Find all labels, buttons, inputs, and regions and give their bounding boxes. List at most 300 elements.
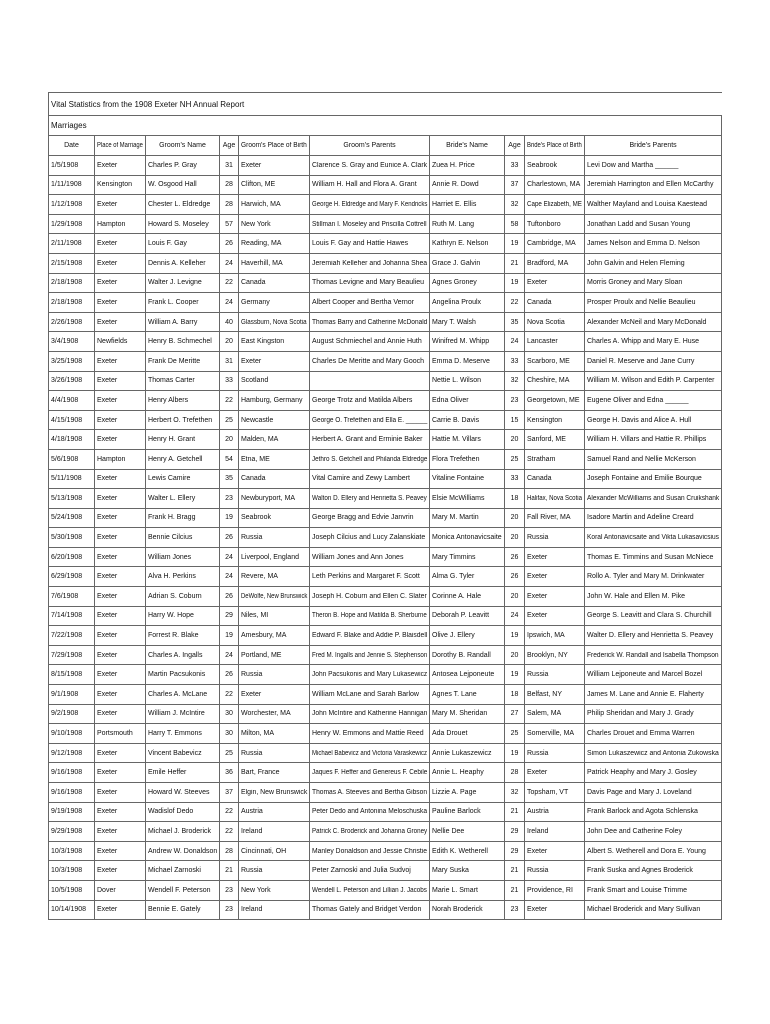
bride-parents-cell: Daniel R. Meserve and Jane Curry bbox=[585, 351, 722, 371]
bride-parents-cell: George H. Davis and Alice A. Hull bbox=[585, 410, 722, 430]
groom-age-cell: 28 bbox=[220, 841, 239, 861]
groom-name-cell: Frank H. Bragg bbox=[146, 508, 220, 528]
groom-parents-cell: August Schmiechel and Annie Huth bbox=[310, 332, 430, 352]
bride-name-cell: Harriet E. Ellis bbox=[430, 195, 505, 215]
date-cell: 9/16/1908 bbox=[49, 783, 95, 803]
groom-parents-cell: Edward F. Blake and Addie P. Blaisdell bbox=[310, 626, 430, 646]
bride-parents-cell: Jeremiah Harrington and Ellen McCarthy bbox=[585, 175, 722, 195]
table-row bbox=[49, 822, 722, 842]
bride-name-cell: Zuea H. Price bbox=[430, 156, 505, 176]
bride-birthplace-cell: Russia bbox=[525, 665, 585, 685]
table-row bbox=[49, 528, 722, 548]
bride-birthplace-cell: Russia bbox=[525, 528, 585, 548]
bride-birthplace-cell: Cheshire, MA bbox=[525, 371, 585, 391]
bride-age-cell: 35 bbox=[505, 312, 525, 332]
groom-birthplace-cell: Russia bbox=[239, 528, 310, 548]
place-cell: Hampton bbox=[95, 214, 146, 234]
bride-name-cell: Ada Drouet bbox=[430, 724, 505, 744]
bride-age-cell: 21 bbox=[505, 861, 525, 881]
place-cell: Exeter bbox=[95, 410, 146, 430]
header-row bbox=[49, 136, 722, 156]
column-header: Date bbox=[49, 136, 95, 156]
bride-parents-cell: John Dee and Catherine Foley bbox=[585, 822, 722, 842]
bride-parents-cell: William H. Villars and Hattie R. Phillips bbox=[585, 430, 722, 450]
groom-name-cell: Michael J. Broderick bbox=[146, 822, 220, 842]
date-cell: 5/13/1908 bbox=[49, 489, 95, 509]
place-cell: Exeter bbox=[95, 567, 146, 587]
date-cell: 3/4/1908 bbox=[49, 332, 95, 352]
date-cell: 3/26/1908 bbox=[49, 371, 95, 391]
groom-birthplace-cell: Ireland bbox=[239, 822, 310, 842]
bride-birthplace-cell: Providence, RI bbox=[525, 880, 585, 900]
groom-birthplace-cell: Portland, ME bbox=[239, 645, 310, 665]
date-cell: 10/3/1908 bbox=[49, 861, 95, 881]
bride-parents-cell: Albert S. Wetherell and Dora E. Young bbox=[585, 841, 722, 861]
groom-age-cell: 25 bbox=[220, 410, 239, 430]
groom-name-cell: William J. McIntire bbox=[146, 704, 220, 724]
bride-parents-cell: Jonathan Ladd and Susan Young bbox=[585, 214, 722, 234]
bride-birthplace-cell: Sanford, ME bbox=[525, 430, 585, 450]
groom-name-cell: Vincent Babevicz bbox=[146, 743, 220, 763]
groom-birthplace-cell: Russia bbox=[239, 665, 310, 685]
groom-age-cell: 35 bbox=[220, 469, 239, 489]
bride-parents-cell: John W. Hale and Ellen M. Pike bbox=[585, 587, 722, 607]
groom-birthplace-cell: Canada bbox=[239, 273, 310, 293]
table-row bbox=[49, 841, 722, 861]
groom-name-cell: William Jones bbox=[146, 547, 220, 567]
table-row bbox=[49, 587, 722, 607]
spreadsheet bbox=[48, 92, 721, 920]
bride-age-cell: 23 bbox=[505, 900, 525, 920]
place-cell: Exeter bbox=[95, 606, 146, 626]
bride-birthplace-cell: Fall River, MA bbox=[525, 508, 585, 528]
bride-birthplace-cell: Cape Elizabeth, ME bbox=[525, 195, 585, 215]
groom-name-cell: Lewis Camire bbox=[146, 469, 220, 489]
groom-parents-cell: Walton D. Ellery and Henrietta S. Peavey bbox=[310, 489, 430, 509]
bride-name-cell: Angelina Proulx bbox=[430, 293, 505, 313]
groom-name-cell: Herbert O. Trefethen bbox=[146, 410, 220, 430]
bride-birthplace-cell: Belfast, NY bbox=[525, 685, 585, 705]
table-row bbox=[49, 273, 722, 293]
groom-parents-cell: Thomas Gately and Bridget Verdon bbox=[310, 900, 430, 920]
table-row bbox=[49, 293, 722, 313]
bride-parents-cell: Walther Mayland and Louisa Kaestead bbox=[585, 195, 722, 215]
bride-birthplace-cell: Russia bbox=[525, 861, 585, 881]
groom-birthplace-cell: Exeter bbox=[239, 351, 310, 371]
date-cell: 2/26/1908 bbox=[49, 312, 95, 332]
bride-birthplace-cell: Stratham bbox=[525, 449, 585, 469]
groom-birthplace-cell: Haverhill, MA bbox=[239, 253, 310, 273]
bride-parents-cell: Charles Drouet and Emma Warren bbox=[585, 724, 722, 744]
bride-age-cell: 19 bbox=[505, 626, 525, 646]
groom-parents-cell: Joseph H. Coburn and Ellen C. Slater bbox=[310, 587, 430, 607]
date-cell: 7/6/1908 bbox=[49, 587, 95, 607]
place-cell: Exeter bbox=[95, 665, 146, 685]
groom-birthplace-cell: Russia bbox=[239, 861, 310, 881]
place-cell: Exeter bbox=[95, 351, 146, 371]
bride-age-cell: 25 bbox=[505, 449, 525, 469]
bride-parents-cell: Alexander McWilliams and Susan Cruikshank bbox=[585, 489, 722, 509]
bride-birthplace-cell: Salem, MA bbox=[525, 704, 585, 724]
bride-age-cell: 19 bbox=[505, 273, 525, 293]
section-row bbox=[49, 116, 722, 136]
groom-parents-cell: William McLane and Sarah Barlow bbox=[310, 685, 430, 705]
date-cell: 6/20/1908 bbox=[49, 547, 95, 567]
groom-age-cell: 40 bbox=[220, 312, 239, 332]
bride-age-cell: 19 bbox=[505, 234, 525, 254]
groom-name-cell: Charles A. McLane bbox=[146, 685, 220, 705]
groom-parents-cell: John McIntire and Katherine Hannigan bbox=[310, 704, 430, 724]
bride-birthplace-cell: Somerville, MA bbox=[525, 724, 585, 744]
groom-age-cell: 21 bbox=[220, 861, 239, 881]
groom-age-cell: 20 bbox=[220, 332, 239, 352]
groom-parents-cell: Jethro S. Getchell and Philanda Eldredge bbox=[310, 449, 430, 469]
groom-name-cell: Charles P. Gray bbox=[146, 156, 220, 176]
place-cell: Hampton bbox=[95, 449, 146, 469]
bride-name-cell: Mary Suska bbox=[430, 861, 505, 881]
bride-parents-cell: Levi Dow and Martha ______ bbox=[585, 156, 722, 176]
groom-birthplace-cell: Worchester, MA bbox=[239, 704, 310, 724]
groom-birthplace-cell: Milton, MA bbox=[239, 724, 310, 744]
place-cell: Exeter bbox=[95, 528, 146, 548]
table-row bbox=[49, 195, 722, 215]
place-cell: Exeter bbox=[95, 547, 146, 567]
bride-age-cell: 18 bbox=[505, 685, 525, 705]
bride-name-cell: Antosea Lejponeute bbox=[430, 665, 505, 685]
place-cell: Exeter bbox=[95, 763, 146, 783]
groom-birthplace-cell: Amesbury, MA bbox=[239, 626, 310, 646]
bride-name-cell: Corinne A. Hale bbox=[430, 587, 505, 607]
groom-birthplace-cell: Exeter bbox=[239, 156, 310, 176]
bride-age-cell: 18 bbox=[505, 489, 525, 509]
bride-parents-cell: James Nelson and Emma D. Nelson bbox=[585, 234, 722, 254]
table-row bbox=[49, 704, 722, 724]
table-row bbox=[49, 783, 722, 803]
groom-name-cell: Bennie Cilcius bbox=[146, 528, 220, 548]
groom-name-cell: Forrest R. Blake bbox=[146, 626, 220, 646]
bride-age-cell: 20 bbox=[505, 430, 525, 450]
bride-parents-cell: Davis Page and Mary J. Loveland bbox=[585, 783, 722, 803]
groom-age-cell: 23 bbox=[220, 489, 239, 509]
groom-parents-cell: George H. Eldredge and Mary F. Kendricks bbox=[310, 195, 430, 215]
groom-parents-cell: Peter Dedo and Antonina Meloschuska bbox=[310, 802, 430, 822]
bride-parents-cell: Morris Groney and Mary Sloan bbox=[585, 273, 722, 293]
sheet-title: Vital Statistics from the 1908 Exeter NH Annual Report bbox=[49, 93, 722, 116]
bride-birthplace-cell: Tuftonboro bbox=[525, 214, 585, 234]
groom-parents-cell: Albert Cooper and Bertha Vernor bbox=[310, 293, 430, 313]
groom-birthplace-cell: Hamburg, Germany bbox=[239, 391, 310, 411]
place-cell: Portsmouth bbox=[95, 724, 146, 744]
bride-age-cell: 33 bbox=[505, 469, 525, 489]
date-cell: 10/5/1908 bbox=[49, 880, 95, 900]
groom-name-cell: Louis F. Gay bbox=[146, 234, 220, 254]
table-row bbox=[49, 469, 722, 489]
date-cell: 10/3/1908 bbox=[49, 841, 95, 861]
bride-age-cell: 19 bbox=[505, 743, 525, 763]
groom-birthplace-cell: DeWolfe, New Brunswick bbox=[239, 587, 310, 607]
groom-parents-cell bbox=[310, 371, 430, 391]
bride-age-cell: 24 bbox=[505, 332, 525, 352]
table-row bbox=[49, 743, 722, 763]
groom-age-cell: 57 bbox=[220, 214, 239, 234]
date-cell: 1/29/1908 bbox=[49, 214, 95, 234]
groom-parents-cell: Peter Zarnoski and Julia Sudvoj bbox=[310, 861, 430, 881]
bride-birthplace-cell: Austria bbox=[525, 802, 585, 822]
bride-name-cell: Emma D. Meserve bbox=[430, 351, 505, 371]
bride-age-cell: 29 bbox=[505, 841, 525, 861]
groom-age-cell: 23 bbox=[220, 900, 239, 920]
groom-birthplace-cell: Harwich, MA bbox=[239, 195, 310, 215]
bride-age-cell: 26 bbox=[505, 547, 525, 567]
bride-birthplace-cell: Topsham, VT bbox=[525, 783, 585, 803]
groom-parents-cell: Thomas Levigne and Mary Beaulieu bbox=[310, 273, 430, 293]
groom-parents-cell: Michael Babevicz and Victoria Varaskewicz bbox=[310, 743, 430, 763]
place-cell: Exeter bbox=[95, 489, 146, 509]
title-row bbox=[49, 93, 722, 116]
place-cell: Exeter bbox=[95, 626, 146, 646]
groom-birthplace-cell: Bart, France bbox=[239, 763, 310, 783]
groom-age-cell: 28 bbox=[220, 175, 239, 195]
bride-age-cell: 32 bbox=[505, 783, 525, 803]
bride-name-cell: Deborah P. Leavitt bbox=[430, 606, 505, 626]
groom-parents-cell: Wendell L. Peterson and Lillian J. Jacobs bbox=[310, 880, 430, 900]
place-cell: Exeter bbox=[95, 273, 146, 293]
groom-parents-cell: Patrick C. Broderick and Johanna Groney bbox=[310, 822, 430, 842]
bride-parents-cell: George S. Leavitt and Clara S. Churchill bbox=[585, 606, 722, 626]
place-cell: Exeter bbox=[95, 861, 146, 881]
table-row bbox=[49, 606, 722, 626]
table-row bbox=[49, 567, 722, 587]
table-row bbox=[49, 880, 722, 900]
place-cell: Exeter bbox=[95, 293, 146, 313]
date-cell: 9/19/1908 bbox=[49, 802, 95, 822]
groom-parents-cell: Herbert A. Grant and Erminie Baker bbox=[310, 430, 430, 450]
bride-birthplace-cell: Bradford, MA bbox=[525, 253, 585, 273]
bride-parents-cell: Samuel Rand and Nellie McKerson bbox=[585, 449, 722, 469]
groom-name-cell: Walter J. Levigne bbox=[146, 273, 220, 293]
groom-age-cell: 19 bbox=[220, 626, 239, 646]
groom-parents-cell: John Pacsukonis and Mary Lukasewicz bbox=[310, 665, 430, 685]
bride-parents-cell: Frederick W. Randall and Isabella Thompson bbox=[585, 645, 722, 665]
place-cell: Exeter bbox=[95, 822, 146, 842]
bride-birthplace-cell: Cambridge, MA bbox=[525, 234, 585, 254]
place-cell: Exeter bbox=[95, 508, 146, 528]
table-row bbox=[49, 685, 722, 705]
bride-name-cell: Alma G. Tyler bbox=[430, 567, 505, 587]
bride-parents-cell: Thomas E. Timmins and Susan McNiece bbox=[585, 547, 722, 567]
bride-parents-cell: Charles A. Whipp and Mary E. Huse bbox=[585, 332, 722, 352]
bride-birthplace-cell: Russia bbox=[525, 743, 585, 763]
groom-name-cell: Walter L. Ellery bbox=[146, 489, 220, 509]
section-label: Marriages bbox=[49, 116, 722, 136]
groom-birthplace-cell: Revere, MA bbox=[239, 567, 310, 587]
date-cell: 2/11/1908 bbox=[49, 234, 95, 254]
groom-parents-cell: William Jones and Ann Jones bbox=[310, 547, 430, 567]
table-row bbox=[49, 861, 722, 881]
bride-name-cell: Annie Lukaszewicz bbox=[430, 743, 505, 763]
groom-birthplace-cell: Clifton, ME bbox=[239, 175, 310, 195]
date-cell: 4/15/1908 bbox=[49, 410, 95, 430]
bride-birthplace-cell: Exeter bbox=[525, 841, 585, 861]
table-row bbox=[49, 351, 722, 371]
bride-parents-cell: Eugene Oliver and Edna ______ bbox=[585, 391, 722, 411]
groom-age-cell: 28 bbox=[220, 195, 239, 215]
place-cell: Dover bbox=[95, 880, 146, 900]
bride-name-cell: Ruth M. Lang bbox=[430, 214, 505, 234]
date-cell: 10/14/1908 bbox=[49, 900, 95, 920]
groom-parents-cell: Louis F. Gay and Hattie Hawes bbox=[310, 234, 430, 254]
table-row bbox=[49, 156, 722, 176]
place-cell: Exeter bbox=[95, 195, 146, 215]
date-cell: 7/14/1908 bbox=[49, 606, 95, 626]
groom-age-cell: 24 bbox=[220, 547, 239, 567]
table-row bbox=[49, 802, 722, 822]
bride-birthplace-cell: Exeter bbox=[525, 606, 585, 626]
groom-name-cell: W. Osgood Hall bbox=[146, 175, 220, 195]
groom-birthplace-cell: Elgin, New Brunswick bbox=[239, 783, 310, 803]
groom-birthplace-cell: Liverpool, England bbox=[239, 547, 310, 567]
table-row bbox=[49, 665, 722, 685]
marriages-table bbox=[48, 92, 722, 920]
date-cell: 7/29/1908 bbox=[49, 645, 95, 665]
place-cell: Exeter bbox=[95, 704, 146, 724]
groom-birthplace-cell: Glassburn, Nova Scotia bbox=[239, 312, 310, 332]
groom-name-cell: Howard W. Steeves bbox=[146, 783, 220, 803]
groom-name-cell: Frank L. Cooper bbox=[146, 293, 220, 313]
bride-age-cell: 22 bbox=[505, 293, 525, 313]
table-row bbox=[49, 449, 722, 469]
place-cell: Exeter bbox=[95, 900, 146, 920]
bride-parents-cell: Joseph Fontaine and Emilie Bourque bbox=[585, 469, 722, 489]
table-row bbox=[49, 645, 722, 665]
groom-parents-cell: Joseph Cilcius and Lucy Zalanskiate bbox=[310, 528, 430, 548]
bride-age-cell: 37 bbox=[505, 175, 525, 195]
bride-birthplace-cell: Ireland bbox=[525, 822, 585, 842]
column-header: Bride's Name bbox=[430, 136, 505, 156]
groom-parents-cell: Vital Camire and Zewy Lambert bbox=[310, 469, 430, 489]
groom-age-cell: 29 bbox=[220, 606, 239, 626]
bride-birthplace-cell: Exeter bbox=[525, 900, 585, 920]
place-cell: Exeter bbox=[95, 841, 146, 861]
bride-name-cell: Carrie B. Davis bbox=[430, 410, 505, 430]
bride-name-cell: Olive J. Ellery bbox=[430, 626, 505, 646]
bride-age-cell: 26 bbox=[505, 567, 525, 587]
bride-name-cell: Annie R. Dowd bbox=[430, 175, 505, 195]
place-cell: Exeter bbox=[95, 234, 146, 254]
groom-age-cell: 30 bbox=[220, 724, 239, 744]
date-cell: 5/24/1908 bbox=[49, 508, 95, 528]
table-row bbox=[49, 253, 722, 273]
bride-age-cell: 19 bbox=[505, 665, 525, 685]
groom-age-cell: 26 bbox=[220, 234, 239, 254]
bride-name-cell: Vitaline Fontaine bbox=[430, 469, 505, 489]
groom-parents-cell: Jaques F. Heffer and Genereus F. Cebile bbox=[310, 763, 430, 783]
bride-parents-cell: Isadore Martin and Adeline Creard bbox=[585, 508, 722, 528]
table-row bbox=[49, 234, 722, 254]
bride-parents-cell: Prosper Proulx and Nellie Beaulieu bbox=[585, 293, 722, 313]
groom-name-cell: Harry W. Hope bbox=[146, 606, 220, 626]
groom-name-cell: Michael Zarnoski bbox=[146, 861, 220, 881]
bride-age-cell: 27 bbox=[505, 704, 525, 724]
place-cell: Exeter bbox=[95, 391, 146, 411]
groom-age-cell: 31 bbox=[220, 156, 239, 176]
groom-birthplace-cell: East Kingston bbox=[239, 332, 310, 352]
date-cell: 9/12/1908 bbox=[49, 743, 95, 763]
date-cell: 3/25/1908 bbox=[49, 351, 95, 371]
bride-parents-cell: Michael Broderick and Mary Sullivan bbox=[585, 900, 722, 920]
groom-birthplace-cell: Ireland bbox=[239, 900, 310, 920]
groom-name-cell: Wendell F. Peterson bbox=[146, 880, 220, 900]
groom-name-cell: Howard S. Moseley bbox=[146, 214, 220, 234]
table-row bbox=[49, 547, 722, 567]
place-cell: Kensington bbox=[95, 175, 146, 195]
groom-parents-cell: William H. Hall and Flora A. Grant bbox=[310, 175, 430, 195]
date-cell: 1/12/1908 bbox=[49, 195, 95, 215]
groom-name-cell: Henry A. Getchell bbox=[146, 449, 220, 469]
place-cell: Exeter bbox=[95, 253, 146, 273]
bride-parents-cell: William Lejponeute and Marcel Bozel bbox=[585, 665, 722, 685]
bride-parents-cell: Frank Smart and Louise Trimme bbox=[585, 880, 722, 900]
groom-parents-cell: George O. Trefethen and Ella E. ______ bbox=[310, 410, 430, 430]
groom-age-cell: 33 bbox=[220, 371, 239, 391]
groom-parents-cell: Henry W. Emmons and Mattie Reed bbox=[310, 724, 430, 744]
bride-name-cell: Agnes T. Lane bbox=[430, 685, 505, 705]
date-cell: 2/15/1908 bbox=[49, 253, 95, 273]
date-cell: 4/4/1908 bbox=[49, 391, 95, 411]
place-cell: Exeter bbox=[95, 783, 146, 803]
groom-name-cell: Wadislof Dedo bbox=[146, 802, 220, 822]
bride-birthplace-cell: Ipswich, MA bbox=[525, 626, 585, 646]
table-row bbox=[49, 410, 722, 430]
groom-parents-cell: Charles De Meritte and Mary Gooch bbox=[310, 351, 430, 371]
table-row bbox=[49, 391, 722, 411]
bride-name-cell: Nettie L. Wilson bbox=[430, 371, 505, 391]
place-cell: Newfields bbox=[95, 332, 146, 352]
groom-parents-cell: Jeremiah Kelleher and Johanna Shea bbox=[310, 253, 430, 273]
bride-parents-cell: Koral Antonavicsaite and Vikta Lukasavicsius bbox=[585, 528, 722, 548]
date-cell: 5/30/1908 bbox=[49, 528, 95, 548]
bride-parents-cell: Simon Lukaszewicz and Antonia Zukowska bbox=[585, 743, 722, 763]
groom-parents-cell: Clarence S. Gray and Eunice A. Clark bbox=[310, 156, 430, 176]
groom-name-cell: Adrian S. Coburn bbox=[146, 587, 220, 607]
groom-birthplace-cell: New York bbox=[239, 214, 310, 234]
groom-age-cell: 22 bbox=[220, 391, 239, 411]
bride-name-cell: Mary M. Martin bbox=[430, 508, 505, 528]
groom-age-cell: 54 bbox=[220, 449, 239, 469]
bride-birthplace-cell: Canada bbox=[525, 469, 585, 489]
groom-age-cell: 37 bbox=[220, 783, 239, 803]
groom-name-cell: Charles A. Ingalls bbox=[146, 645, 220, 665]
groom-parents-cell: Thomas A. Steeves and Bertha Gibson bbox=[310, 783, 430, 803]
bride-age-cell: 20 bbox=[505, 528, 525, 548]
bride-birthplace-cell: Halifax, Nova Scotia bbox=[525, 489, 585, 509]
bride-name-cell: Mary T. Walsh bbox=[430, 312, 505, 332]
groom-name-cell: Martin Pacsukonis bbox=[146, 665, 220, 685]
bride-parents-cell: Frank Barlock and Agota Schlenska bbox=[585, 802, 722, 822]
column-header: Groom's Name bbox=[146, 136, 220, 156]
table-row bbox=[49, 214, 722, 234]
bride-age-cell: 32 bbox=[505, 371, 525, 391]
bride-parents-cell: Philip Sheridan and Mary J. Grady bbox=[585, 704, 722, 724]
groom-birthplace-cell: New York bbox=[239, 880, 310, 900]
table-row bbox=[49, 175, 722, 195]
groom-name-cell: Andrew W. Donaldson bbox=[146, 841, 220, 861]
bride-name-cell: Nellie Dee bbox=[430, 822, 505, 842]
bride-age-cell: 24 bbox=[505, 606, 525, 626]
bride-parents-cell: Frank Suska and Agnes Broderick bbox=[585, 861, 722, 881]
date-cell: 5/6/1908 bbox=[49, 449, 95, 469]
groom-parents-cell: Leth Perkins and Margaret F. Scott bbox=[310, 567, 430, 587]
